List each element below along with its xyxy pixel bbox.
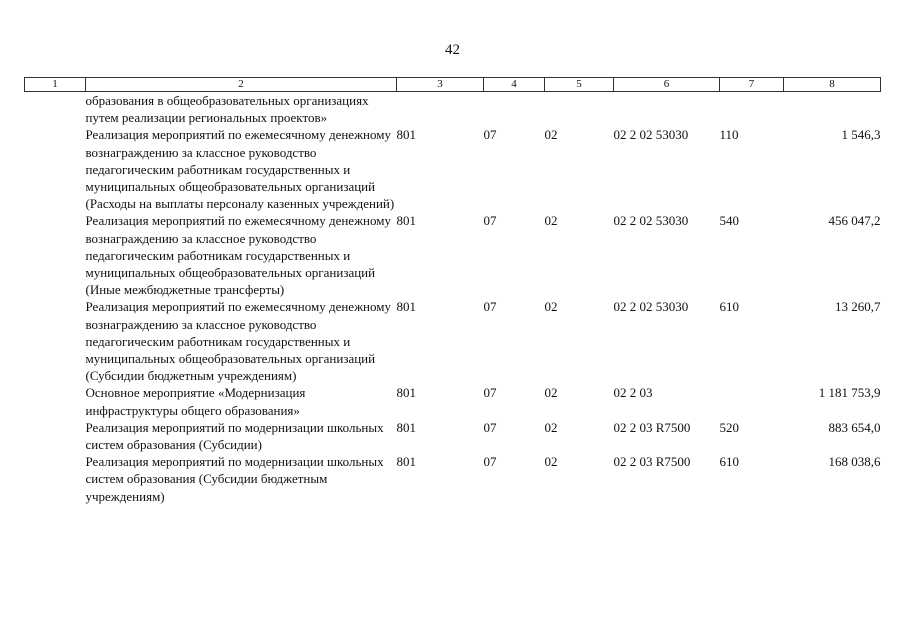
expense-type-cell: 610	[719, 299, 739, 315]
target-article-cell: 02 2 02 53030	[613, 299, 689, 315]
ministry-code-cell: 801	[396, 127, 416, 143]
expenditure-name-cell: Реализация мероприятий по ежемесячному денежному вознаграждению за классное руководство педагогическим работникам государственных и муниципальных общеобразовательных организаций (Субсидии бюджетным учреждениям)	[85, 299, 391, 384]
column-number-row	[25, 78, 881, 92]
section-code-cell: 07	[483, 419, 497, 435]
section-code-cell	[484, 92, 545, 127]
expense-type-cell	[720, 92, 784, 127]
subsection-code-cell: 02	[544, 127, 558, 143]
amount-cell	[784, 92, 881, 127]
target-article-cell: 02 2 02 53030	[613, 127, 689, 143]
table-row	[25, 453, 881, 505]
table-row	[25, 212, 881, 298]
column-header: 7	[720, 78, 784, 92]
row-number-cell	[25, 126, 86, 212]
ministry-code-cell: 801	[396, 213, 416, 229]
column-header: 8	[784, 78, 881, 92]
target-article-cell: 02 2 03 R7500	[613, 454, 691, 470]
budget-table	[24, 77, 881, 505]
section-code-cell: 07	[483, 385, 497, 401]
amount-cell: 1 546,3	[841, 127, 881, 143]
subsection-code-cell: 02	[544, 213, 558, 229]
row-number-cell	[25, 298, 86, 384]
table-row	[25, 419, 881, 453]
column-header: 5	[545, 78, 614, 92]
amount-cell: 456 047,2	[828, 213, 881, 229]
subsection-code-cell	[545, 92, 614, 127]
subsection-code-cell: 02	[544, 454, 558, 470]
subsection-code-cell: 02	[544, 419, 558, 435]
expenditure-name-cell: Основное мероприятие «Модернизация инфраструктуры общего образования»	[85, 385, 306, 418]
ministry-code-cell	[397, 92, 484, 127]
table-row	[25, 92, 881, 127]
column-header: 2	[86, 78, 397, 92]
table-row	[25, 384, 881, 418]
expense-type-cell: 610	[719, 454, 739, 470]
target-article-cell	[614, 92, 720, 127]
column-header: 3	[397, 78, 484, 92]
page-number: 42	[445, 42, 460, 58]
target-article-cell: 02 2 03	[613, 385, 653, 401]
section-code-cell: 07	[483, 299, 497, 315]
row-number-cell	[25, 419, 86, 453]
ministry-code-cell: 801	[396, 299, 416, 315]
column-header: 1	[25, 78, 86, 92]
row-number-cell	[25, 92, 86, 127]
amount-cell: 883 654,0	[828, 419, 881, 435]
table-row	[25, 298, 881, 384]
expense-type-cell: 520	[719, 419, 739, 435]
table-row	[25, 126, 881, 212]
row-number-cell	[25, 212, 86, 298]
expense-type-cell	[720, 384, 784, 418]
ministry-code-cell: 801	[396, 419, 416, 435]
expenditure-name-cell: Реализация мероприятий по ежемесячному денежному вознаграждению за классное руководство педагогическим работникам государственных и муниципальных общеобразовательных организаций (Расходы на выплаты персоналу казенных учреждений)	[85, 127, 395, 212]
expenditure-name-cell: Реализация мероприятий по модернизации школьных систем образования (Субсидии бюджетным учреждениям)	[85, 454, 384, 504]
expense-type-cell: 110	[719, 127, 739, 143]
row-number-cell	[25, 384, 86, 418]
ministry-code-cell: 801	[396, 385, 416, 401]
amount-cell: 13 260,7	[835, 299, 881, 315]
section-code-cell: 07	[483, 454, 497, 470]
column-header: 4	[484, 78, 545, 92]
section-code-cell: 07	[483, 127, 497, 143]
amount-cell: 1 181 753,9	[818, 385, 881, 401]
subsection-code-cell: 02	[544, 385, 558, 401]
target-article-cell: 02 2 02 53030	[613, 213, 689, 229]
target-article-cell: 02 2 03 R7500	[613, 419, 691, 435]
expenditure-name-cell: образования в общеобразовательных организациях путем реализации региональных проектов»	[85, 93, 369, 126]
row-number-cell	[25, 453, 86, 505]
column-header: 6	[614, 78, 720, 92]
expenditure-name-cell: Реализация мероприятий по ежемесячному денежному вознаграждению за классное руководство педагогическим работникам государственных и муниципальных общеобразовательных организаций (Иные межбюджетные трансферты)	[85, 213, 391, 298]
subsection-code-cell: 02	[544, 299, 558, 315]
ministry-code-cell: 801	[396, 454, 416, 470]
expenditure-name-cell: Реализация мероприятий по модернизации школьных систем образования (Субсидии)	[85, 419, 384, 453]
section-code-cell: 07	[483, 213, 497, 229]
amount-cell: 168 038,6	[828, 454, 881, 470]
expense-type-cell: 540	[719, 213, 739, 229]
